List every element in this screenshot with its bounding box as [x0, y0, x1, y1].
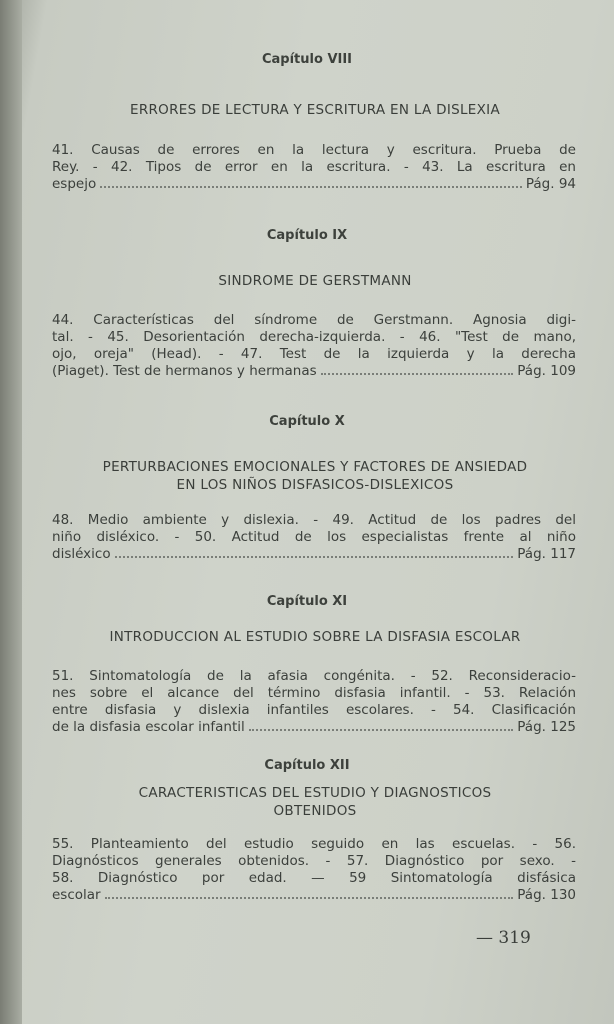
contents-line-end: escolar — [52, 887, 101, 903]
chapter-contents — [52, 668, 576, 736]
chapter-heading: Capítulo XII — [264, 758, 350, 773]
chapter-contents — [52, 312, 576, 380]
contents-line-end: de la disfasia escolar infantil — [52, 719, 245, 735]
page-number: — 319 — [476, 928, 531, 948]
contents-line: 58. Diagnóstico por edad. — 59 Sintomatología disfásica — [52, 870, 576, 886]
page-reference: Pág. 94 — [525, 176, 576, 192]
contents-line: 48. Medio ambiente y dislexia. - 49. Actitud de los padres del — [52, 512, 576, 528]
page-reference: Pág. 130 — [517, 887, 576, 903]
contents-line: 44. Características del síndrome de Gerstmann. Agnosia digi- — [52, 312, 576, 328]
chapter-title-line: CARACTERISTICAS DEL ESTUDIO Y DIAGNOSTICOS — [138, 785, 492, 801]
chapter-title — [40, 458, 590, 494]
chapter-contents — [52, 512, 576, 563]
chapter-heading: Capítulo XI — [266, 594, 348, 609]
leader-dots — [115, 546, 514, 558]
leader-dots — [100, 176, 522, 188]
chapter-contents — [52, 142, 576, 193]
contents-line-end: (Piaget). Test de hermanos y hermanas — [52, 363, 317, 379]
contents-last-line — [52, 887, 576, 904]
chapter-title — [40, 784, 590, 820]
contents-line: 55. Planteamiento del estudio seguido en las escuelas. - 56. — [52, 836, 576, 852]
page-reference: Pág. 125 — [517, 719, 576, 735]
leader-dots — [249, 719, 513, 731]
chapter-title-line: OBTENIDOS — [273, 803, 357, 819]
chapter-title: INTRODUCCION AL ESTUDIO SOBRE LA DISFASIA ESCOLAR — [109, 629, 521, 645]
page-reference: Pág. 109 — [517, 363, 576, 379]
contents-line: Diagnósticos generales obtenidos. - 57. Diagnóstico por sexo. - — [52, 853, 576, 869]
chapter-heading: Capítulo IX — [266, 228, 348, 243]
contents-line: tal. - 45. Desorientación derecha-izquierda. - 46. "Test de mano, — [52, 329, 576, 345]
contents-line: entre disfasia y dislexia infantiles escolares. - 54. Clasificación — [52, 702, 576, 718]
contents-line-end: espejo — [52, 176, 97, 192]
contents-line: 41. Causas de errores en la lectura y escritura. Prueba de — [52, 142, 576, 158]
contents-last-line — [52, 719, 576, 736]
chapter-heading: Capítulo X — [269, 414, 345, 429]
contents-last-line — [52, 363, 576, 380]
leader-dots — [321, 363, 514, 375]
chapter-title: SINDROME DE GERSTMANN — [218, 273, 412, 289]
page-reference: Pág. 117 — [517, 546, 576, 562]
contents-line: ojo, oreja" (Head). - 47. Test de la izquierda y la derecha — [52, 346, 576, 362]
leader-dots — [105, 887, 514, 899]
contents-last-line — [52, 176, 576, 193]
chapter-heading: Capítulo VIII — [261, 52, 353, 67]
chapter-contents — [52, 836, 576, 904]
chapter-title: ERRORES DE LECTURA Y ESCRITURA EN LA DISLEXIA — [129, 102, 501, 118]
contents-line-end: disléxico — [52, 546, 111, 562]
contents-line: niño disléxico. - 50. Actitud de los especialistas frente al niño — [52, 529, 576, 545]
contents-line: Rey. - 42. Tipos de error en la escritura. - 43. La escritura en — [52, 159, 576, 175]
chapter-title-line: EN LOS NIÑOS DISFASICOS-DISLEXICOS — [176, 477, 454, 493]
page-gutter — [0, 0, 22, 1024]
contents-line: 51. Sintomatología de la afasia congénita. - 52. Reconsideracio- — [52, 668, 576, 684]
contents-last-line — [52, 546, 576, 563]
chapter-title-line: PERTURBACIONES EMOCIONALES Y FACTORES DE ANSIEDAD — [102, 459, 528, 475]
contents-line: nes sobre el alcance del término disfasia infantil. - 53. Relación — [52, 685, 576, 701]
